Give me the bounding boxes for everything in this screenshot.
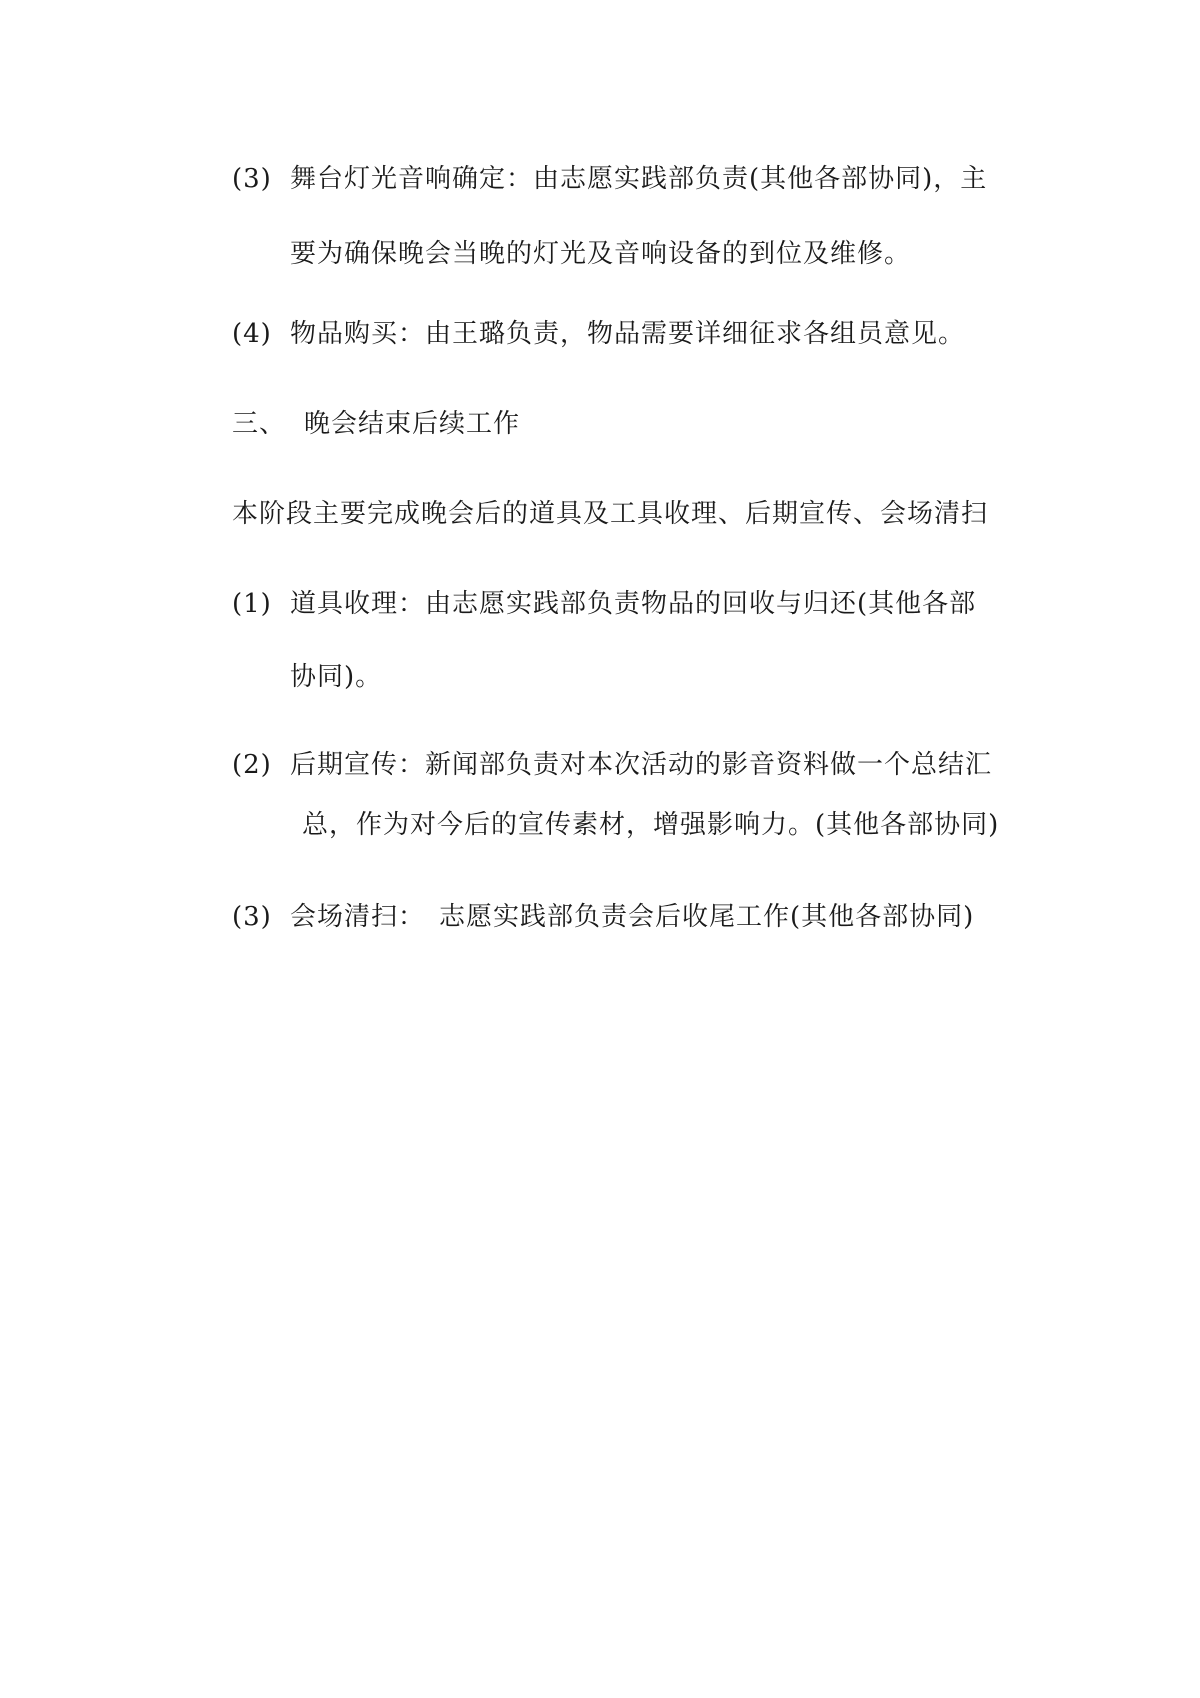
item-text: 道具收理：由志愿实践部负责物品的回收与归还(其他各部: [290, 589, 977, 619]
item-number: (1): [232, 589, 272, 619]
section-heading: [232, 407, 520, 441]
section-number: 三、: [232, 409, 287, 439]
item-number: (2): [232, 750, 272, 780]
item-publicity-continued: [302, 808, 999, 842]
paragraph-text: 本阶段主要完成晚会后的道具及工具收理、后期宣传、会场清扫: [232, 499, 989, 529]
item-text: 总，作为对今后的宣传素材，增强影响力。(其他各部协同): [302, 810, 1000, 840]
item-props-continued: [290, 660, 382, 694]
item-cleanup: [232, 900, 974, 934]
item-number: (3): [232, 164, 272, 194]
item-number: (3): [232, 902, 272, 932]
section-title: 晚会结束后续工作: [304, 409, 521, 439]
item-text: 会场清扫： 志愿实践部负责会后收尾工作(其他各部协同): [290, 902, 975, 932]
item-text: 要为确保晚会当晚的灯光及音响设备的到位及维修。: [290, 239, 912, 269]
section-intro: [232, 497, 988, 531]
item-text: 协同)。: [290, 662, 383, 692]
item-text: 舞台灯光音响确定：由志愿实践部负责(其他各部协同)，主: [290, 164, 988, 194]
item-stage-lighting: [232, 162, 987, 196]
item-text: 后期宣传：新闻部负责对本次活动的影音资料做一个总结汇: [290, 750, 993, 780]
item-props: [232, 587, 976, 621]
item-publicity: [232, 748, 992, 782]
item-purchase: [232, 317, 965, 351]
item-number: (4): [232, 319, 272, 349]
item-text: 物品购买：由王璐负责，物品需要详细征求各组员意见。: [290, 319, 966, 349]
item-stage-lighting-continued: [290, 237, 911, 271]
